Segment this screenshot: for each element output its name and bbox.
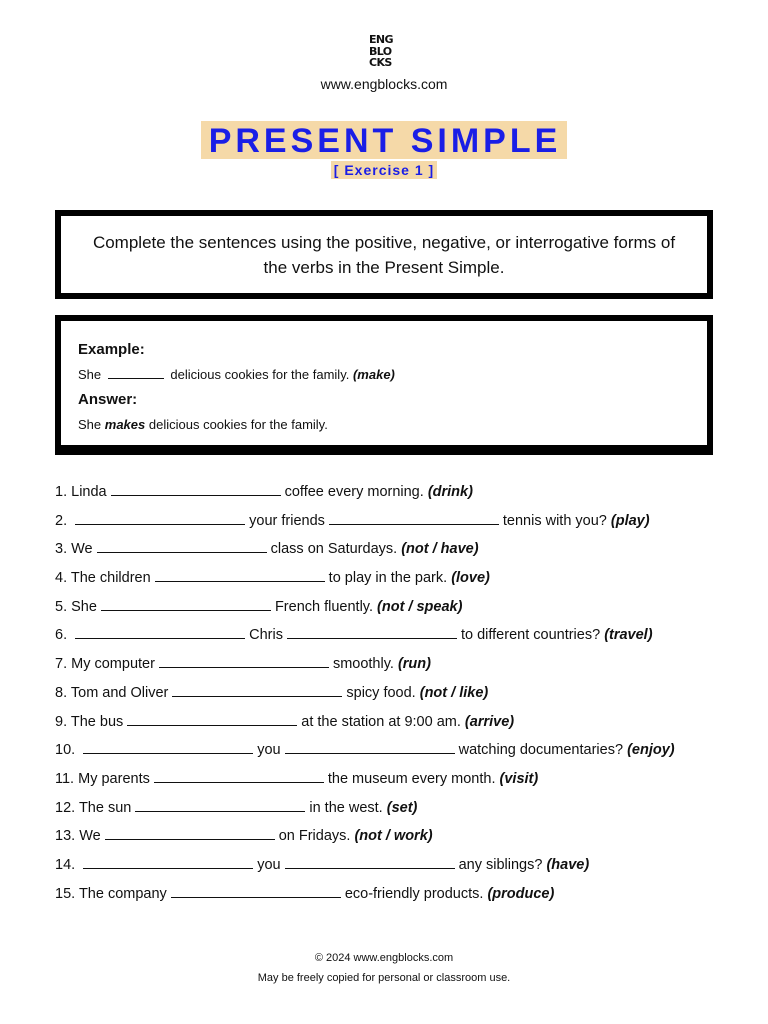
item-number: 1. (55, 484, 68, 500)
exercise-item (55, 824, 433, 846)
verb-hint: (visit) (499, 771, 539, 787)
item-number: 13. (55, 828, 76, 844)
answer-blank[interactable] (172, 681, 342, 697)
verb-hint: (drink) (427, 484, 473, 500)
item-text: spicy food. (346, 685, 416, 701)
verb-hint: (travel) (604, 627, 653, 643)
exercise-item (55, 595, 462, 617)
item-text: your friends (249, 513, 325, 529)
item-number: 15. (55, 886, 76, 902)
page-title: PRESENT SIMPLE (201, 121, 568, 159)
item-text: to play in the park. (328, 570, 448, 586)
verb-hint: (arrive) (464, 714, 515, 730)
instructions-box (55, 210, 713, 299)
answer-sentence (78, 417, 328, 432)
example-hint: (make) (352, 367, 395, 382)
exercise-item (55, 480, 473, 502)
item-text: We (79, 828, 101, 844)
item-number: 6. (55, 627, 68, 643)
item-number: 4. (55, 570, 68, 586)
site-url: www.engblocks.com (320, 76, 448, 92)
exercise-item (55, 796, 417, 818)
item-number: 10. (55, 742, 76, 758)
item-text: The children (70, 570, 151, 586)
item-text: She (71, 599, 97, 615)
example-blank (108, 377, 164, 379)
item-number: 8. (55, 685, 68, 701)
item-number: 7. (55, 656, 68, 672)
item-text: The sun (78, 800, 132, 816)
item-text: Chris (249, 627, 283, 643)
answer-blank[interactable] (285, 738, 455, 754)
item-text: you (257, 857, 281, 873)
answer-blank[interactable] (287, 623, 457, 639)
answer-blank[interactable] (75, 623, 245, 639)
example-heading: Example: (78, 341, 145, 358)
verb-hint: (produce) (487, 886, 555, 902)
item-text: watching documentaries? (458, 742, 624, 758)
answer-start: She (78, 417, 102, 432)
item-text: We (71, 541, 93, 557)
item-text: Tom and Oliver (70, 685, 169, 701)
exercise-item (55, 738, 675, 760)
item-text: eco-friendly products. (344, 886, 484, 902)
example-sentence-end: delicious cookies for the family. (170, 367, 350, 382)
exercise-item (55, 882, 554, 904)
footer-note: May be freely copied for personal or classroom use. (257, 972, 511, 984)
answer-blank[interactable] (171, 882, 341, 898)
answer-blank[interactable] (135, 796, 305, 812)
instructions-text: Complete the sentences using the positive, negative, or interrogative forms of the verbs in the Present Simple. (92, 232, 676, 277)
exercise-item (55, 681, 488, 703)
answer-blank[interactable] (83, 738, 253, 754)
item-number: 5. (55, 599, 68, 615)
answer-blank[interactable] (75, 509, 245, 525)
exercise-item (55, 710, 514, 732)
logo-line: CKS (369, 56, 392, 69)
exercise-item (55, 767, 538, 789)
answer-blank[interactable] (285, 853, 455, 869)
item-text: Linda (71, 484, 107, 500)
item-number: 14. (55, 857, 76, 873)
item-number: 12. (55, 800, 76, 816)
exercise-item (55, 566, 490, 588)
verb-hint: (love) (451, 570, 490, 586)
item-text: My parents (78, 771, 150, 787)
verb-hint: (have) (546, 857, 590, 873)
item-number: 9. (55, 714, 68, 730)
exercise-item (55, 652, 431, 674)
verb-hint: (set) (386, 800, 418, 816)
exercise-item (55, 853, 589, 875)
item-text: The company (78, 886, 167, 902)
verb-hint: (not / work) (354, 828, 433, 844)
item-text: you (257, 742, 281, 758)
footer-copyright: © 2024 www.engblocks.com (314, 952, 454, 964)
example-box (55, 315, 713, 455)
answer-blank[interactable] (105, 824, 275, 840)
example-sentence (78, 367, 395, 382)
item-text: smoothly. (332, 656, 394, 672)
item-text: tennis with you? (502, 513, 607, 529)
item-text: My computer (71, 656, 155, 672)
item-text: class on Saturdays. (270, 541, 398, 557)
verb-hint: (run) (397, 656, 431, 672)
subtitle-wrap (0, 162, 768, 180)
item-text: any siblings? (458, 857, 543, 873)
item-number: 11. (55, 771, 75, 787)
item-text: at the station at 9:00 am. (301, 714, 461, 730)
item-text: to different countries? (460, 627, 601, 643)
answer-blank[interactable] (155, 566, 325, 582)
answer-blank[interactable] (154, 767, 324, 783)
logo-line: ENG (369, 33, 393, 46)
exercise-item (55, 623, 653, 645)
answer-blank[interactable] (97, 537, 267, 553)
item-text: the museum every month. (327, 771, 496, 787)
answer-blank[interactable] (329, 509, 499, 525)
answer-blank[interactable] (83, 853, 253, 869)
answer-blank[interactable] (159, 652, 329, 668)
verb-hint: (play) (610, 513, 650, 529)
item-text: French fluently. (274, 599, 373, 615)
answer-blank[interactable] (127, 710, 297, 726)
item-text: coffee every morning. (284, 484, 424, 500)
title-wrap (0, 121, 768, 159)
engblocks-logo (369, 34, 399, 70)
item-number: 2. (55, 513, 68, 529)
verb-hint: (not / have) (401, 541, 479, 557)
exercise-item (55, 509, 650, 531)
logo-line: BLO (369, 44, 392, 58)
item-number: 3. (55, 541, 68, 557)
answer-blank[interactable] (111, 480, 281, 496)
item-text: The bus (70, 714, 124, 730)
exercise-item (55, 537, 479, 559)
answer-heading: Answer: (78, 391, 138, 408)
verb-hint: (not / like) (419, 685, 489, 701)
answer-verb: makes (104, 417, 146, 432)
example-sentence-start: She (78, 367, 102, 382)
verb-hint: (not / speak) (377, 599, 463, 615)
answer-blank[interactable] (101, 595, 271, 611)
answer-end: delicious cookies for the family. (148, 417, 328, 432)
item-text: on Fridays. (278, 828, 351, 844)
item-text: in the west. (309, 800, 383, 816)
verb-hint: (enjoy) (627, 742, 675, 758)
exercise-subtitle: [ Exercise 1 ] (331, 161, 437, 179)
